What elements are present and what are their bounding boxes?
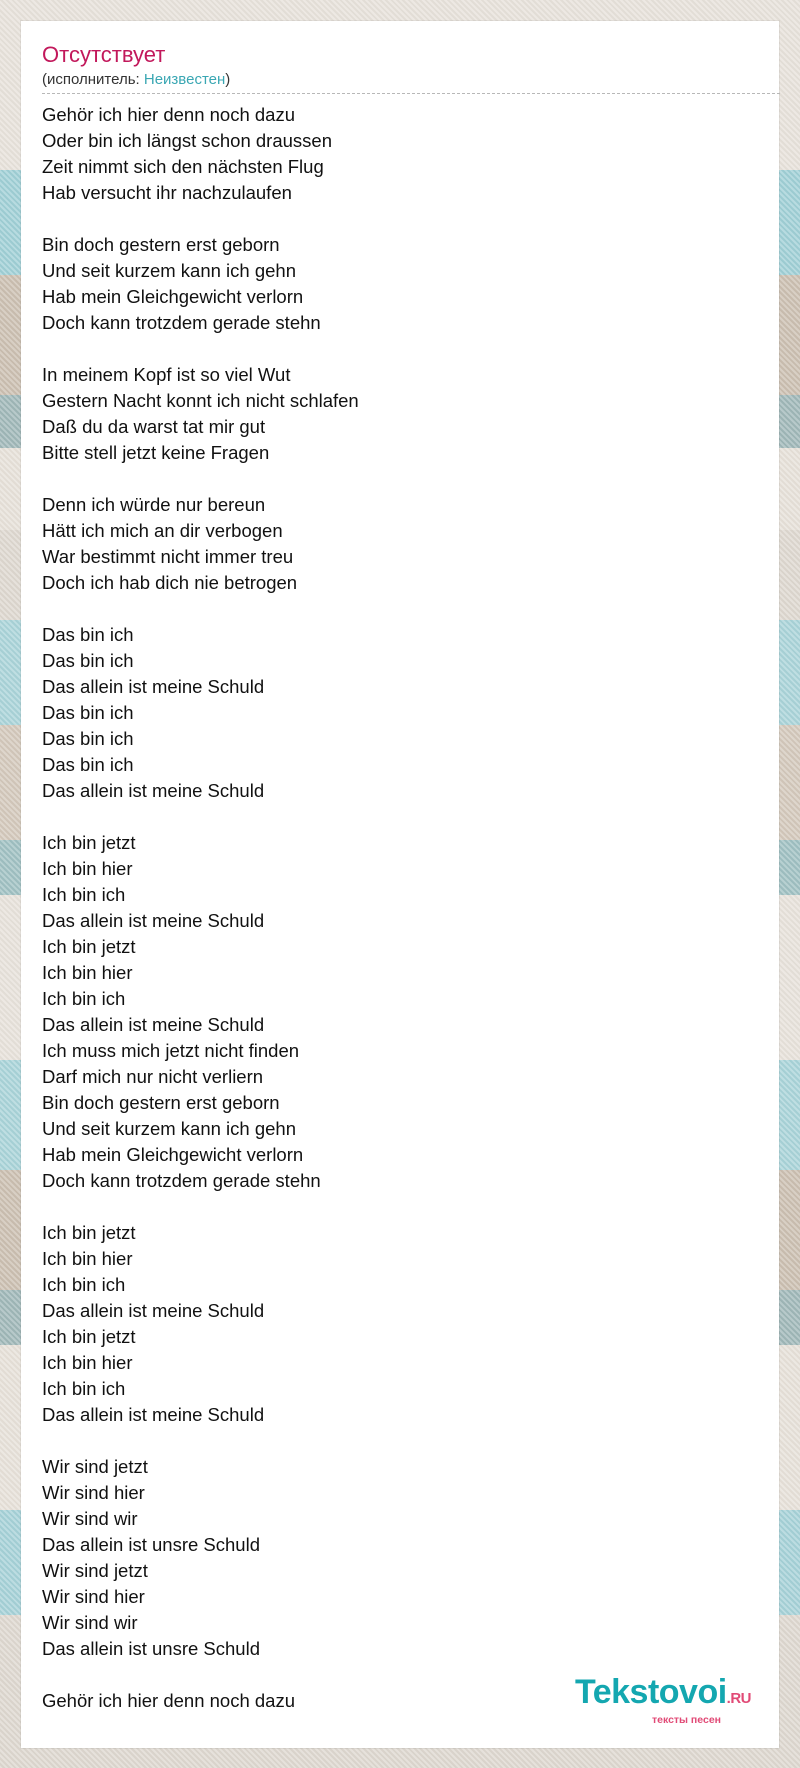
lyric-line: Ich bin hier <box>42 858 133 879</box>
lyric-line: Wir sind jetzt <box>42 1560 148 1581</box>
stanza-break <box>42 466 762 492</box>
performer-line <box>42 71 780 94</box>
lyric-line: Bin doch gestern erst geborn <box>42 234 280 255</box>
logo-name: Tekstovoi <box>574 1673 727 1711</box>
lyric-line: Doch ich hab dich nie betrogen <box>42 572 298 593</box>
lyric-line: Ich bin jetzt <box>42 832 136 853</box>
lyric-line: Das bin ich <box>42 650 134 671</box>
lyric-line: Zeit nimmt sich den nächsten Flug <box>42 156 324 177</box>
logo-tagline: тексты песен <box>651 1714 721 1726</box>
lyric-line: Und seit kurzem kann ich gehn <box>42 1118 296 1139</box>
lyric-line: Hab mein Gleichgewicht verlorn <box>42 286 304 307</box>
artist-link[interactable]: Неизвестен <box>143 71 226 88</box>
lyric-line: Doch kann trotzdem gerade stehn <box>42 312 321 333</box>
lyric-line: Hab mein Gleichgewicht verlorn <box>42 1144 304 1165</box>
stanza-break <box>42 1428 762 1454</box>
lyric-line: Das allein ist meine Schuld <box>42 1300 265 1321</box>
lyric-line: Bin doch gestern erst geborn <box>42 1092 280 1113</box>
stanza-break <box>42 596 762 622</box>
stanza-break <box>42 804 762 830</box>
lyric-line: War bestimmt nicht immer treu <box>42 546 294 567</box>
site-logo[interactable] <box>575 1675 751 1726</box>
performer-suffix: ) <box>225 71 231 88</box>
lyric-line: Ich bin ich <box>42 988 126 1009</box>
lyric-line: Ich bin hier <box>42 962 133 983</box>
stanza-break <box>42 336 762 362</box>
lyric-line: Gehör ich hier denn noch dazu <box>42 1690 296 1711</box>
lyric-line: Das allein ist meine Schuld <box>42 780 265 801</box>
lyric-line: Gestern Nacht konnt ich nicht schlafen <box>42 390 359 411</box>
lyric-line: Hätt ich mich an dir verbogen <box>42 520 283 541</box>
song-title: Отсутствует <box>42 42 166 67</box>
lyric-line: Gehör ich hier denn noch dazu <box>42 104 296 125</box>
song-header <box>42 41 780 94</box>
lyric-line: Und seit kurzem kann ich gehn <box>42 260 296 281</box>
lyric-line: Denn ich würde nur bereun <box>42 494 266 515</box>
logo-wordmark <box>575 1675 751 1716</box>
lyric-line: Das allein ist unsre Schuld <box>42 1534 260 1555</box>
page-sheet <box>21 21 779 1748</box>
lyric-line: Das bin ich <box>42 728 134 749</box>
lyric-line: Doch kann trotzdem gerade stehn <box>42 1170 321 1191</box>
lyric-line: Das allein ist meine Schuld <box>42 1404 265 1425</box>
lyric-line: Darf mich nur nicht verliern <box>42 1066 264 1087</box>
stanza-break <box>42 206 762 232</box>
lyric-line: Ich bin hier <box>42 1248 133 1269</box>
lyric-line: Das allein ist unsre Schuld <box>42 1638 260 1659</box>
lyric-line: Ich muss mich jetzt nicht finden <box>42 1040 300 1061</box>
lyric-line: Wir sind wir <box>42 1612 138 1633</box>
lyric-line: Ich bin hier <box>42 1352 133 1373</box>
logo-tld: .RU <box>726 1690 751 1707</box>
lyric-line: Wir sind hier <box>42 1586 145 1607</box>
lyric-line: Wir sind jetzt <box>42 1456 148 1477</box>
lyric-line: Das bin ich <box>42 702 134 723</box>
lyric-line: Ich bin ich <box>42 884 126 905</box>
lyric-line: Das bin ich <box>42 754 134 775</box>
lyric-line: Ich bin jetzt <box>42 1222 136 1243</box>
lyric-line: Ich bin jetzt <box>42 1326 136 1347</box>
lyric-line: Hab versucht ihr nachzulaufen <box>42 182 292 203</box>
lyric-line: Wir sind wir <box>42 1508 138 1529</box>
lyric-line: Ich bin ich <box>42 1378 126 1399</box>
lyric-line: Das allein ist meine Schuld <box>42 910 265 931</box>
stanza-break <box>42 1194 762 1220</box>
lyrics-block <box>42 102 762 1714</box>
lyric-line: Das allein ist meine Schuld <box>42 676 265 697</box>
lyric-line: Das allein ist meine Schuld <box>42 1014 265 1035</box>
lyric-line: Das bin ich <box>42 624 134 645</box>
performer-prefix: (исполнитель: <box>42 71 144 88</box>
lyric-line: Daß du da warst tat mir gut <box>42 416 266 437</box>
lyric-line: In meinem Kopf ist so viel Wut <box>42 364 291 385</box>
lyric-line: Ich bin jetzt <box>42 936 136 957</box>
lyric-line: Bitte stell jetzt keine Fragen <box>42 442 270 463</box>
lyric-line: Ich bin ich <box>42 1274 126 1295</box>
lyric-line: Wir sind hier <box>42 1482 145 1503</box>
lyric-line: Oder bin ich längst schon draussen <box>42 130 333 151</box>
